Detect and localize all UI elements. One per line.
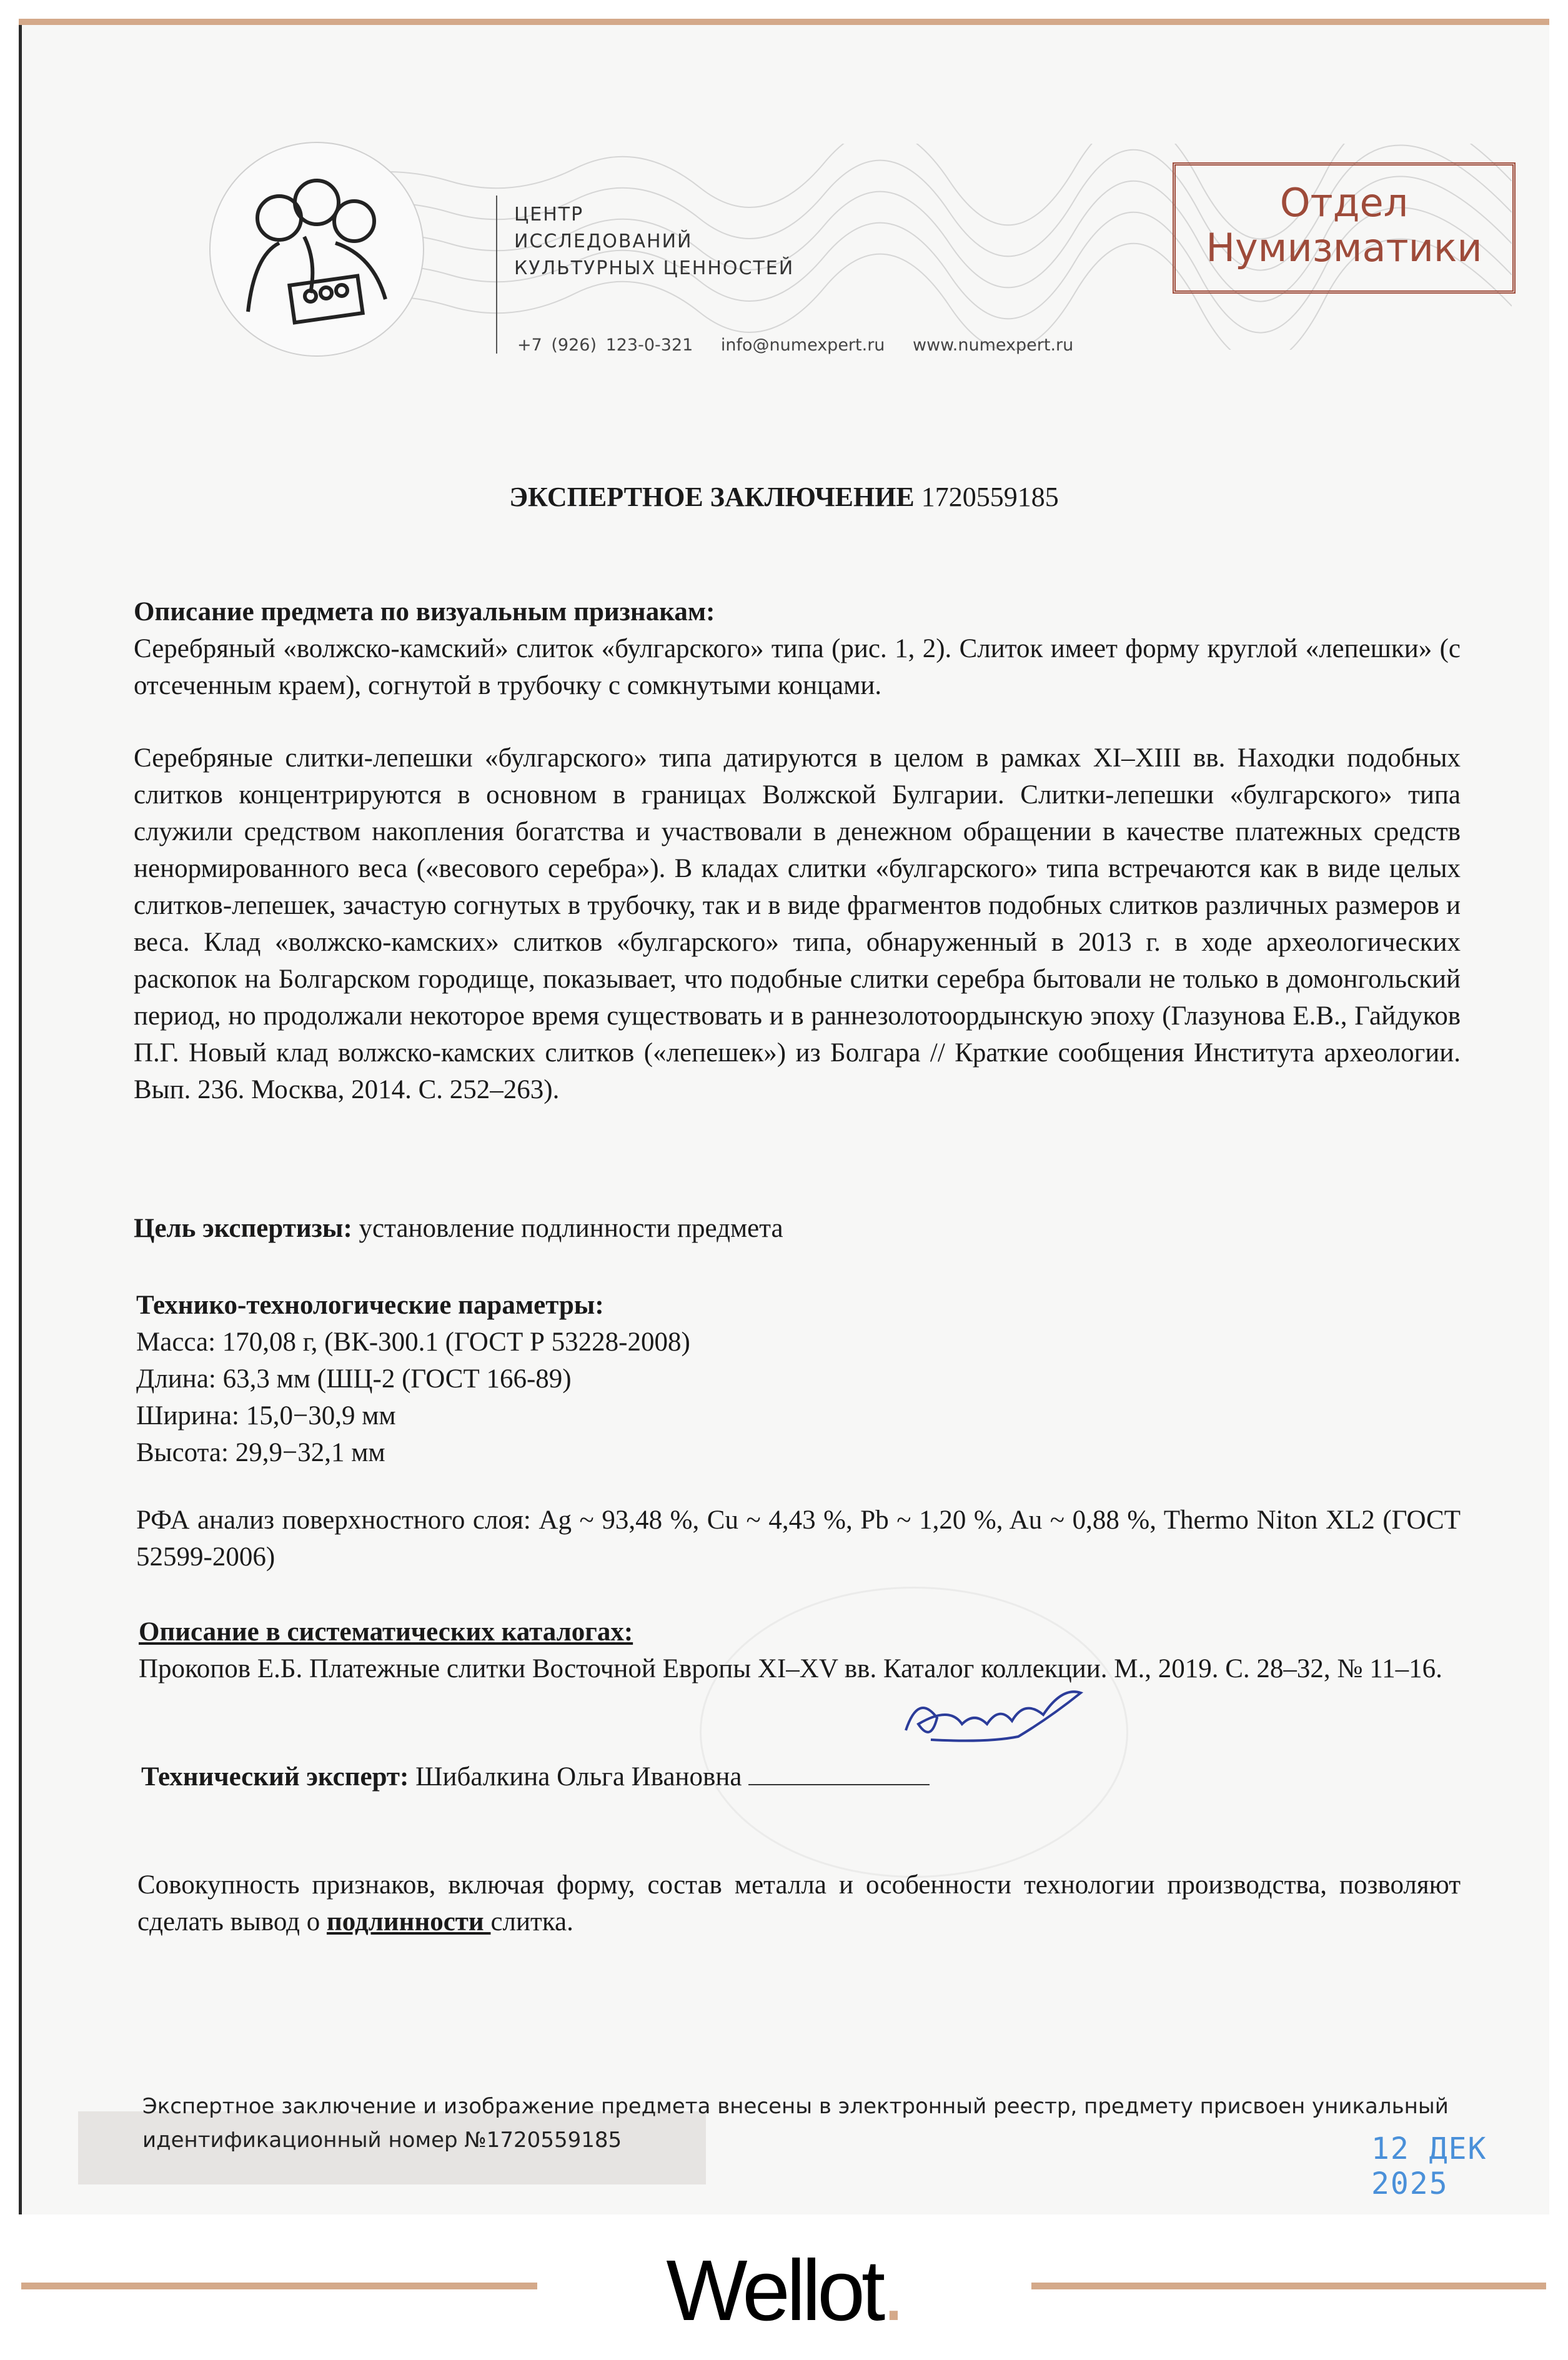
stamp-line: Отдел	[1279, 180, 1409, 226]
catalogs-heading: Описание в систематических каталогах:	[139, 1617, 633, 1647]
registry-line: Экспертное заключение и изображение предмета внесены в электронный реестр, предмету присвоен уникальный	[142, 2094, 1449, 2119]
conclusion	[137, 1867, 1461, 1940]
catalogs-section	[139, 1614, 1466, 1687]
numismatists-illustration-icon	[236, 168, 398, 330]
stamp-line: Нумизматики	[1206, 225, 1482, 270]
registry-line: идентификационный номер №1720559185	[142, 2128, 622, 2153]
param-line: Ширина: 15,0−30,9 мм	[136, 1401, 396, 1430]
phone: +7 (926) 123-0-321	[517, 335, 693, 355]
brand-name: Wellot	[666, 2243, 882, 2339]
params-section	[136, 1287, 1463, 1471]
org-line: ЦЕНТР	[514, 204, 584, 226]
header-divider	[496, 196, 497, 354]
purpose-section	[134, 1210, 1461, 1247]
conclusion-end: слитка.	[490, 1907, 573, 1936]
signature-line	[748, 1759, 930, 1785]
purpose-value: установление подлинности предмета	[359, 1214, 783, 1243]
signature-icon	[893, 1680, 1093, 1755]
registry-note	[142, 2090, 1467, 2157]
param-line: Масса: 170,08 г, (ВК-300.1 (ГОСТ Р 53228-2008)	[136, 1327, 690, 1357]
history-paragraph: Серебряные слитки-лепешки «булгарского» типа датируются в целом в рамках XI–XIII вв. Находки подобных слитков концентрируются в основном в границах Волжской Булгарии. Слитки-лепешки «булгарского» типа служили средством накопления богатства и участвовали в денежном обращении в качестве платежных средств ненормированного веса («весового серебра»). В кладах слитки «булгарского» типа встречаются как в виде целых слитков-лепешек, зачастую согнутых в трубочку, так и в виде фрагментов подобных слитков различных размеров и веса. Клад «волжско-камских» слитков «булгарского» типа, обнаруженный в 2013 г. в ходе археологических раскопок на Болгарском городище, показывает, что подобные слитки серебра бытовали не только в домонгольский период, но продолжали некоторое время существовать и в раннезолотоордынскую эпоху (Глазунова Е.В., Гайдуков П.Г. Новый клад волжско-камских слитков («лепешек») из Болгара // Краткие сообщения Института археологии. Вып. 236. Москва, 2014. С. 252–263).	[134, 743, 1461, 1104]
organization-name	[514, 201, 794, 282]
conclusion-emphasis: подлинности	[326, 1907, 491, 1936]
date-stamp: 12 ДЕК 2025	[1371, 2131, 1487, 2201]
expert-section	[141, 1758, 1468, 1795]
document-title	[0, 481, 1568, 513]
org-line: ИССЛЕДОВАНИЙ	[514, 231, 693, 252]
params-heading: Технико-технологические параметры:	[136, 1291, 604, 1320]
description-heading: Описание предмета по визуальным признакам:	[134, 597, 715, 627]
org-line: КУЛЬТУРНЫХ ЦЕННОСТЕЙ	[514, 257, 795, 279]
description-section	[134, 593, 1461, 704]
expert-name: Шибалкина Ольга Ивановна	[415, 1762, 742, 1792]
catalogs-text: Прокопов Е.Б. Платежные слитки Восточной Европы XI–XV вв. Каталог коллекции. М., 2019. С. 28–32, № 11–16.	[139, 1654, 1442, 1683]
top-accent-line	[19, 19, 1549, 25]
brand-dot: .	[881, 2243, 902, 2339]
expert-label: Технический эксперт:	[141, 1762, 409, 1792]
description-text: Серебряный «волжско-камский» слиток «булгарского» типа (рис. 1, 2). Слиток имеет форму круглой «лепешки» (с отсеченным краем), согнутой в трубочку с сомкнутыми концами.	[134, 634, 1461, 700]
xrf-analysis: РФА анализ поверхностного слоя: Ag ~ 93,48 %, Cu ~ 4,43 %, Pb ~ 1,20 %, Au ~ 0,88 %, Thermo Niton XL2 (ГОСТ 52599-2006)	[136, 1505, 1461, 1572]
website: www.numexpert.ru	[913, 335, 1074, 355]
conclusion-text: Совокупность признаков, включая форму, состав металла и особенности технологии производства, позволяют сделать вывод о	[137, 1870, 1461, 1936]
brand-logo	[0, 2241, 1568, 2341]
title-label: ЭКСПЕРТНОЕ ЗАКЛЮЧЕНИЕ	[509, 482, 915, 512]
title-number: 1720559185	[921, 482, 1059, 512]
param-line: Длина: 63,3 мм (ШЦ-2 (ГОСТ 166-89)	[136, 1364, 572, 1394]
email: info@numexpert.ru	[720, 335, 885, 355]
param-line: Высота: 29,9−32,1 мм	[136, 1438, 385, 1467]
logo	[209, 142, 424, 357]
contacts	[517, 335, 1092, 355]
purpose-label: Цель экспертизы:	[134, 1214, 352, 1243]
department-stamp	[1173, 162, 1516, 294]
